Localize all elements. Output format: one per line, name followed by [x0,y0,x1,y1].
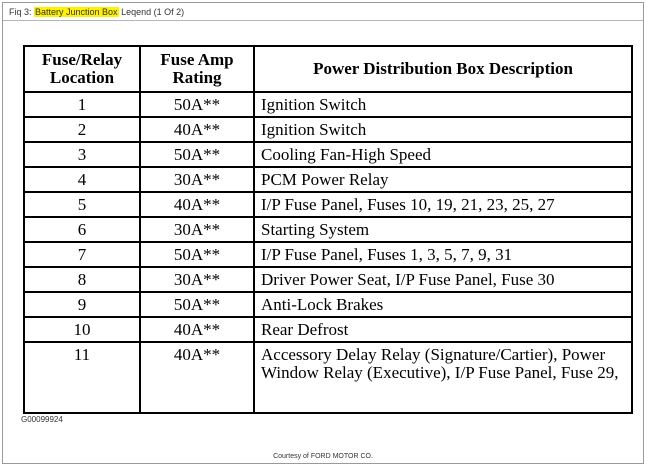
cell-description: PCM Power Relay [254,167,632,192]
figure-title-highlight: Battery Junction Box [35,7,118,17]
cell-location: 5 [24,192,140,217]
header-amp-line2: Rating [172,68,222,87]
cell-location: 4 [24,167,140,192]
cell-description: I/P Fuse Panel, Fuses 10, 19, 21, 23, 25, 27 [254,192,632,217]
cell-location: 10 [24,317,140,342]
cell-location: 8 [24,267,140,292]
cell-location: 2 [24,117,140,142]
figure-title [3,3,643,21]
figure-frame [2,2,644,464]
table-row [24,167,632,192]
figure-title-rest: Leqend (1 Of 2) [118,7,185,17]
cell-amp: 50A** [140,92,254,117]
cell-description: Anti-Lock Brakes [254,292,632,317]
table-row [24,217,632,242]
cell-amp: 40A** [140,317,254,342]
cell-amp: 40A** [140,342,254,413]
table-row [24,192,632,217]
table-header-row [24,46,632,92]
header-location [24,46,140,92]
figure-title-prefix: Fiq 3: [9,7,35,17]
cell-amp: 50A** [140,242,254,267]
courtesy-note: Courtesy of FORD MOTOR CO. [273,453,373,460]
table-row [24,142,632,167]
table-row [24,92,632,117]
cell-amp: 40A** [140,117,254,142]
cell-location: 7 [24,242,140,267]
fuse-table [23,45,633,414]
cell-location: 11 [24,342,140,413]
cell-amp: 40A** [140,192,254,217]
cell-amp: 50A** [140,292,254,317]
cell-location: 9 [24,292,140,317]
cell-description: Rear Defrost [254,317,632,342]
cell-location: 3 [24,142,140,167]
cell-description: Ignition Switch [254,92,632,117]
table-row [24,317,632,342]
cell-description: Starting System [254,217,632,242]
cell-location: 1 [24,92,140,117]
table-row [24,242,632,267]
table-row [24,292,632,317]
cell-location: 6 [24,217,140,242]
cell-amp: 30A** [140,217,254,242]
cell-description: I/P Fuse Panel, Fuses 1, 3, 5, 7, 9, 31 [254,242,632,267]
document-id: G00099924 [21,415,63,424]
table-row [24,117,632,142]
cell-description: Driver Power Seat, I/P Fuse Panel, Fuse 30 [254,267,632,292]
table-row [24,342,632,413]
header-amp-line1: Fuse Amp [160,50,234,69]
cell-description: Cooling Fan-High Speed [254,142,632,167]
header-location-line2: Location [49,68,115,87]
table-row [24,267,632,292]
cell-description: Accessory Delay Relay (Signature/Cartier), Power Window Relay (Executive), I/P Fuse Panel, Fuse 29, [254,342,632,413]
cell-description: Ignition Switch [254,117,632,142]
header-location-line1: Fuse/Relay [41,50,123,69]
header-description: Power Distribution Box Description [254,46,632,92]
cell-amp: 30A** [140,167,254,192]
cell-amp: 50A** [140,142,254,167]
cell-amp: 30A** [140,267,254,292]
header-amp [140,46,254,92]
document-body [3,22,643,463]
